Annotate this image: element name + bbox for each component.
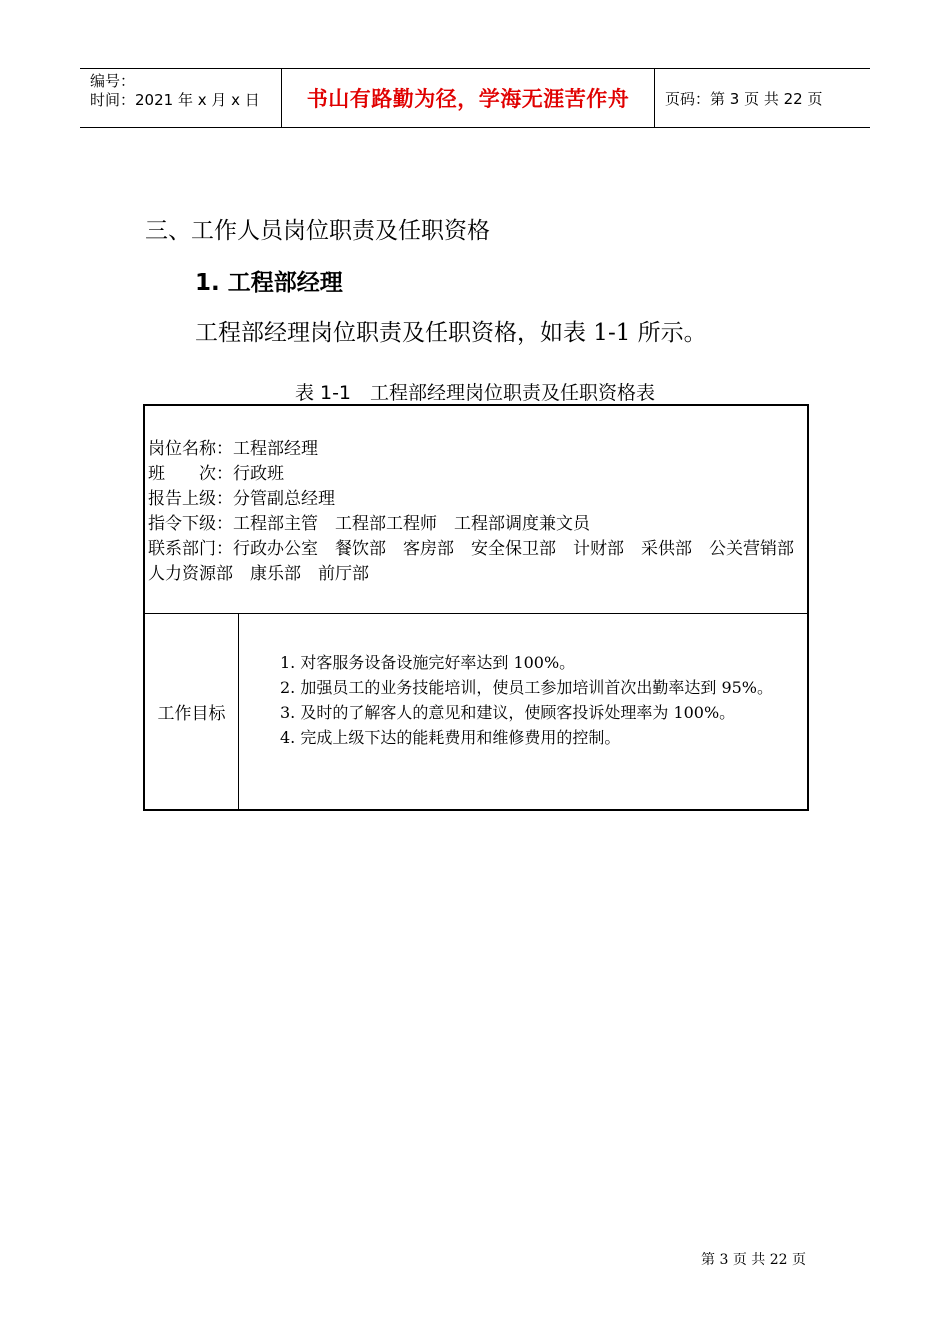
section-title: 三、工作人员岗位职责及任职资格 [145,218,490,244]
goal-item: 2. 加强员工的业务技能培训，使员工参加培训首次出勤率达到 95%。 [280,678,774,697]
header-motto: 书山有路勤为径，学海无涯苦作舟 [282,69,655,127]
page-footer: 第 3 页 共 22 页 [701,1252,806,1268]
document-time: 时间：2021 年 x 月 x 日 [90,91,260,109]
position-info-cell [145,406,811,614]
shift: 班 次：行政班 [148,464,284,484]
job-description-table [143,404,809,811]
header-meta [80,69,282,127]
contact-departments: 联系部门：行政办公室 餐饮部 客房部 安全保卫部 计财部 采供部 公关营销部 人力资源部 康乐部 前厅部 [148,539,811,584]
subordinates: 指令下级：工程部主管 工程部工程师 工程部调度兼文员 [148,514,590,534]
goal-item: 3. 及时的了解客人的意见和建议，使顾客投诉处理率为 100%。 [280,703,736,722]
intro-paragraph: 工程部经理岗位职责及任职资格，如表 1-1 所示。 [195,320,707,346]
goal-label: 工作目标 [145,614,239,809]
goal-list [240,614,807,809]
goal-item: 1. 对客服务设备设施完好率达到 100%。 [280,653,576,672]
subsection-title: 1. 工程部经理 [195,270,343,296]
goal-item: 4. 完成上级下达的能耗费用和维修费用的控制。 [280,728,621,747]
document-number-label: 编号： [90,72,136,90]
position-name: 岗位名称：工程部经理 [148,439,318,459]
header-page-info: 页码：第 3 页 共 22 页 [665,89,823,108]
table-caption: 表 1-1 工程部经理岗位职责及任职资格表 [294,382,656,404]
page-header [80,68,870,128]
report-to: 报告上级：分管副总经理 [148,489,335,509]
